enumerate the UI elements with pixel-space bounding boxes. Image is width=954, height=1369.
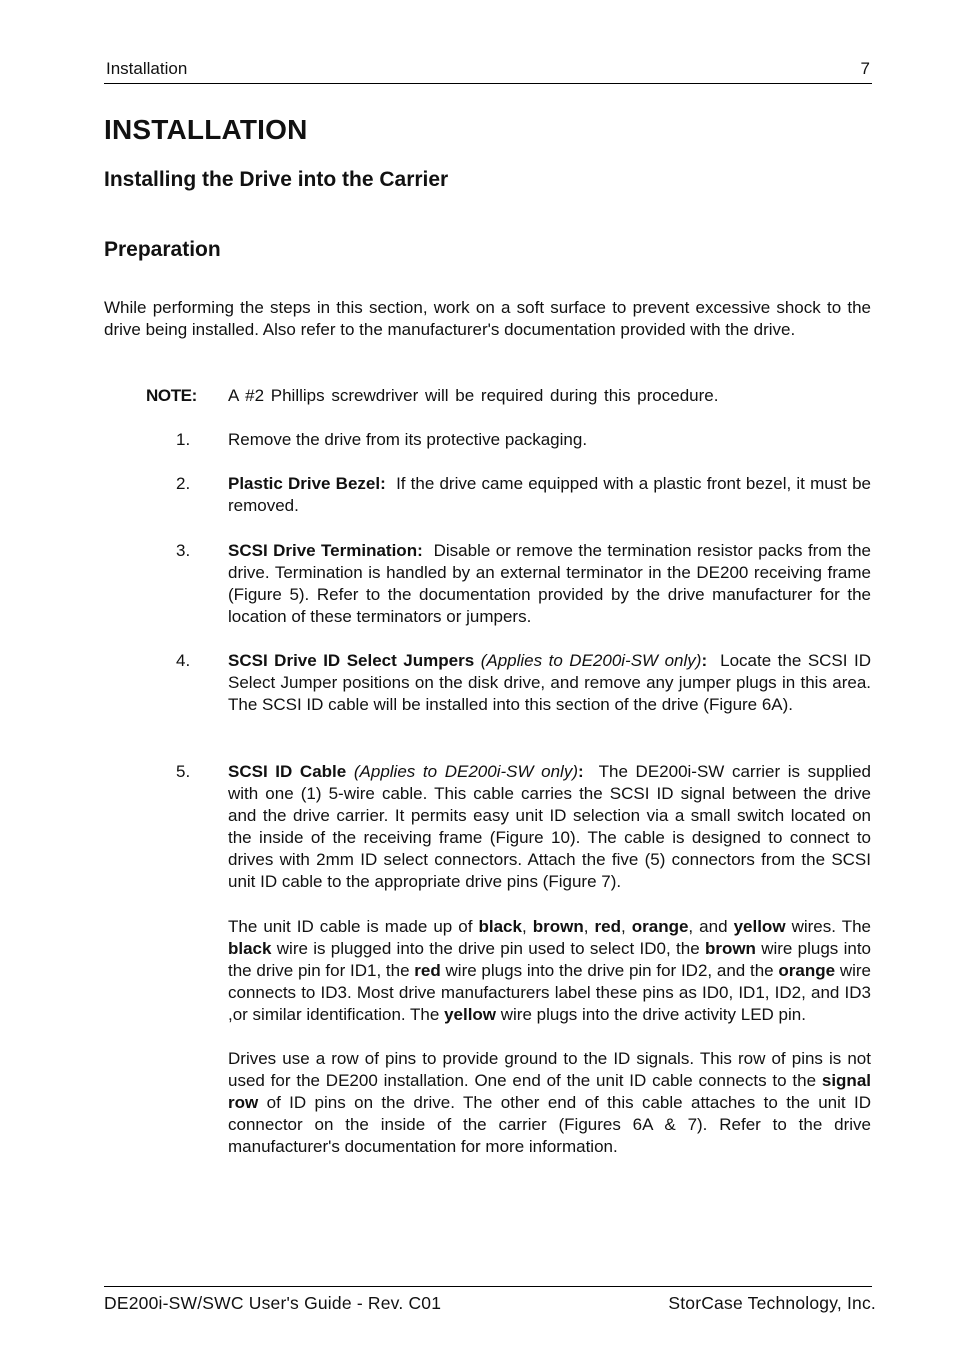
step-applies-note: (Applies to DE200i-SW only) (353, 762, 578, 781)
step-colon: : (578, 762, 584, 781)
step-text: The DE200i-SW carrier is supplied with one (1) 5-wire cable. This cable carries the SCSI ID signal between the drive and the drive carrier. It permits easy unit ID selection via a small switch located on the inside of the receiving frame (Figure 10). The cable is designed to connect to drives with 2mm ID select connectors. Attach the five (5) connectors from the SCSI unit ID cable to the appropriate drive pins (Figure 7). (228, 762, 872, 892)
step-heading: SCSI ID Cable (228, 762, 347, 781)
step-number: 4. (176, 651, 191, 670)
step-number: 1. (176, 430, 191, 449)
page-title: INSTALLATION (104, 114, 308, 145)
section-heading-preparation: Preparation (104, 238, 221, 261)
page-number: 7 (860, 59, 870, 78)
step-number: 2. (176, 474, 191, 493)
footer-company: StorCase Technology, Inc. (668, 1293, 876, 1313)
intro-paragraph: While performing the steps in this section, work on a soft surface to prevent excessive shock to the drive being installed. Also refer to the manufacturer's documentation provided with the drive. (104, 298, 871, 340)
step-text: Disable or remove the termination resistor packs from the drive. Termination is handled by an external terminator in the DE200 receiving frame (Figure 5). Refer to the documentation provided by the drive manufacturer for the location of these terminators or jumpers. (228, 541, 871, 627)
header-section-title: Installation (106, 59, 188, 78)
note-text: A #2 Phillips screwdriver will be required during this procedure. (228, 386, 719, 405)
step-text: Remove the drive from its protective packaging. (228, 430, 588, 449)
footer-guide-title: DE200i-SW/SWC User's Guide - Rev. C01 (104, 1293, 442, 1313)
section-heading-carrier: Installing the Drive into the Carrier (104, 168, 449, 191)
step-number: 5. (176, 762, 191, 781)
step-heading: SCSI Drive ID Select Jumpers (228, 651, 475, 670)
step-text: Locate the SCSI ID Select Jumper positions on the disk drive, and remove any jumper plugs in this area. The SCSI ID cable will be installed into this section of the drive (Figure 6A). (228, 651, 872, 715)
page-footer (104, 1286, 876, 1313)
step-number: 3. (176, 541, 191, 560)
step-applies-note: (Applies to DE200i-SW only) (480, 651, 702, 670)
page-header (104, 59, 872, 84)
step-heading: SCSI Drive Termination: (228, 541, 423, 560)
step-heading: Plastic Drive Bezel: (228, 474, 386, 493)
step-text: If the drive came equipped with a plastic front bezel, it must be removed. (228, 474, 871, 516)
ground-pins-paragraph: Drives use a row of pins to provide ground to the ID signals. This row of pins is not used for the DE200 installation. One end of the unit ID cable connects to the signal row of ID pins on the drive. The other end of this cable attaches to the unit ID connector on the inside of the carrier (Figures 6A & 7). Refer to the drive manufacturer's documentation for more information. (228, 1049, 871, 1157)
note-label: NOTE: (146, 386, 197, 405)
wire-colors-paragraph: The unit ID cable is made up of black, brown, red, orange, and yellow wires. The black wire is plugged into the drive pin used to select ID0, the brown wire plugs into the drive pin for ID1, the red wire plugs into the drive pin for ID2, and the orange wire connects to ID3. Most drive manufacturers label these pins as ID0, ID1, ID2, and ID3 ,or similar identification. The yellow wire plugs into the drive activity LED pin. (228, 916, 872, 1024)
step-colon: : (701, 651, 708, 670)
